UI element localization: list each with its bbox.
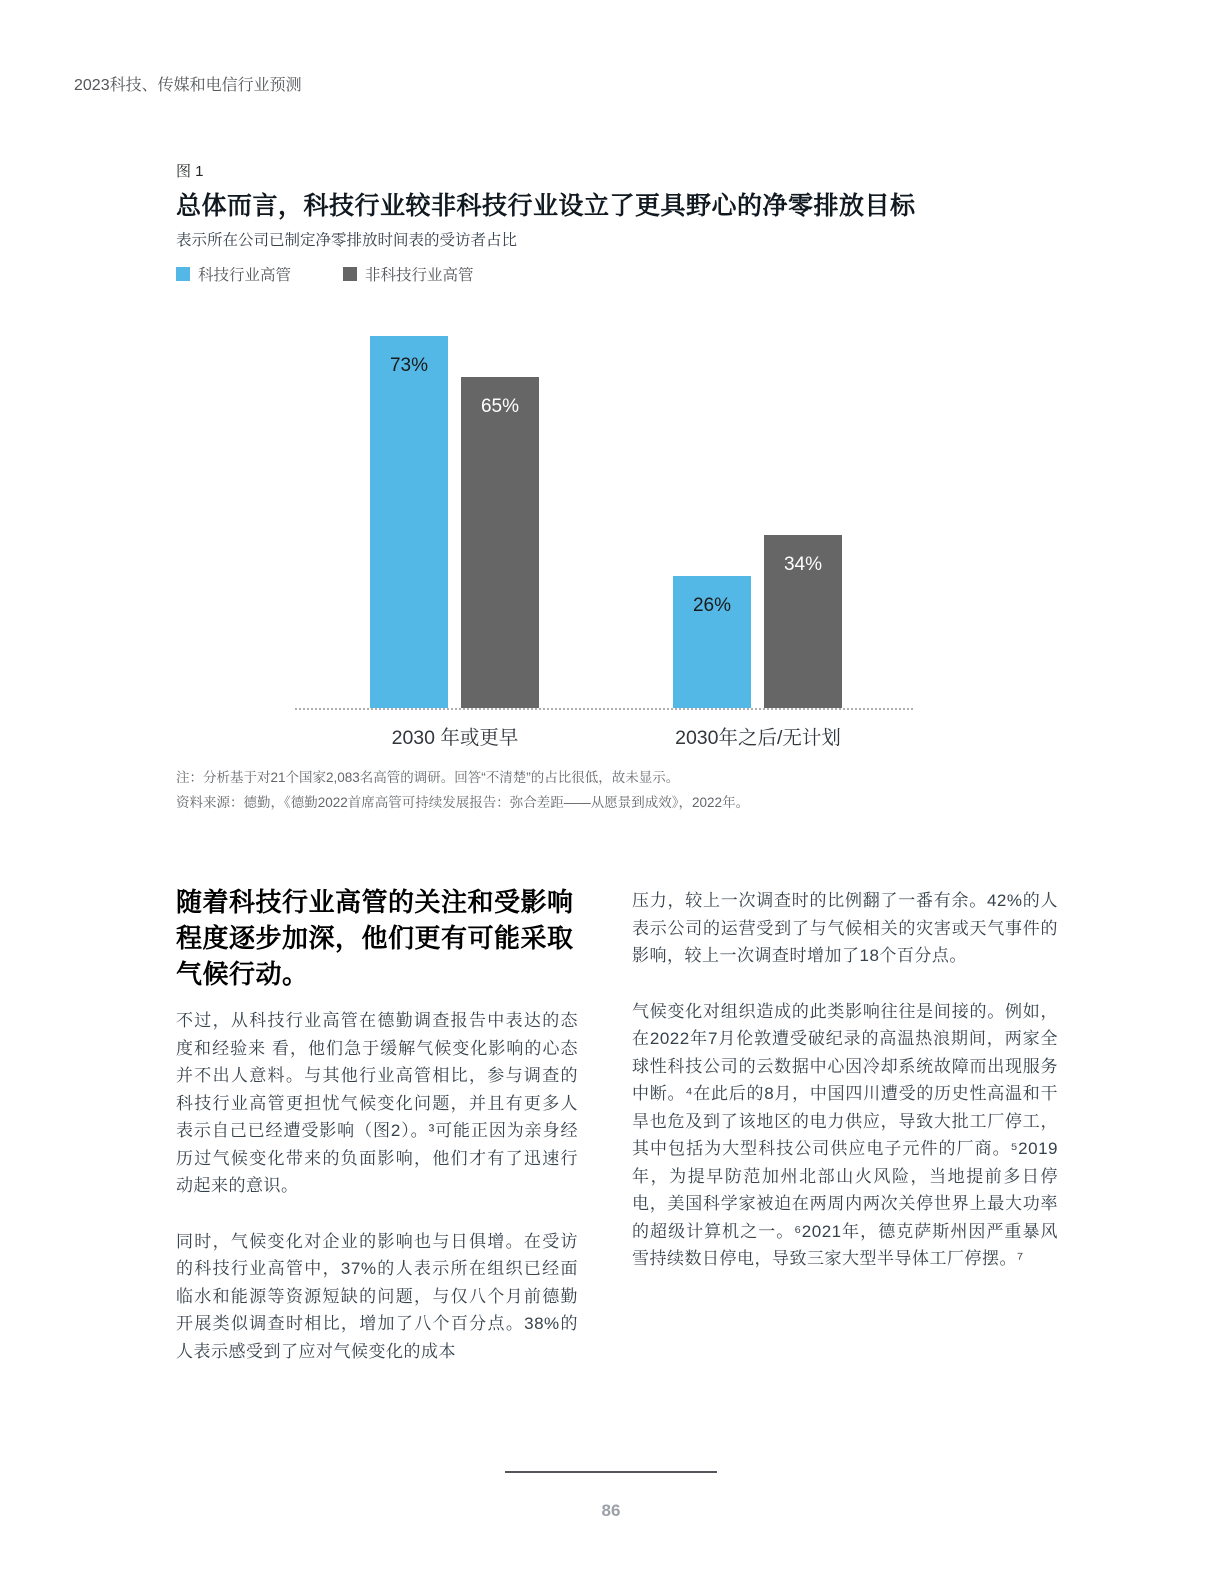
x-axis-label: 2030年之后/无计划: [675, 727, 841, 749]
page-number: 86: [601, 1501, 621, 1520]
figure-label: 图 1: [176, 163, 204, 180]
x-axis-label: 2030 年或更早: [391, 727, 519, 749]
bar-tech: [370, 336, 448, 708]
bar-value-label: 34%: [783, 554, 823, 575]
bar-nontech: [461, 377, 539, 708]
footer-divider: [505, 1471, 717, 1473]
article-heading: 随着科技行业高管的关注和受影响程度逐步加深，他们更有可能采取气候行动。: [176, 887, 574, 989]
legend-label-nontech: 非科技行业高管: [365, 267, 474, 284]
bar-plot: [295, 338, 913, 710]
article-paragraph: 气候变化对组织造成的此类影响往往是间接的。例如，在2022年7月伦敦遭受破纪录的高温热浪期间，两家全球性科技公司的云数据中心因冷却系统故障而出现服务中断。⁴在此后的8月，中国四川遭受的历史性高温和干旱也危及到了该地区的电力供应，导致大批工厂停工，其中包括为大型科技公司供应电子元件的厂商。⁵2019年，为提早防范加州北部山火风险，当地提前多日停电，美国科学家被迫在两周内两次关停世界上最大功率的超级计算机之一。⁶2021年，德克萨斯州因严重暴风雪持续数日停电，导致三家大型半导体工厂停摆。⁷: [632, 1001, 1058, 1268]
legend-item-nontech: [343, 263, 474, 285]
legend-swatch-tech-icon: [176, 267, 190, 281]
chart-legend: [176, 263, 474, 285]
figure-subtitle: 表示所在公司已制定净零排放时间表的受访者占比: [176, 232, 518, 249]
bar-value-label: 26%: [692, 595, 732, 616]
legend-item-tech: [176, 263, 291, 285]
article-column-right: [632, 884, 1058, 1365]
bar-group: [370, 336, 539, 708]
legend-label-tech: 科技行业高管: [198, 267, 292, 284]
article-paragraph: 压力，较上一次调查时的比例翻了一番有余。42%的人表示公司的运营受到了与气候相关的灾害或天气事件的影响，较上一次调查时增加了18个百分点。: [632, 891, 1058, 965]
bar-value-label: 65%: [480, 396, 520, 417]
bar-group: [673, 535, 842, 708]
article: [176, 884, 1058, 1365]
legend-swatch-nontech-icon: [343, 267, 357, 281]
figure-source: 资料来源：德勤，《德勤2022首席高管可持续发展报告：弥合差距——从愿景到成效》，2022年。: [176, 795, 750, 810]
page-header: 2023科技、传媒和电信行业预测: [74, 77, 302, 94]
x-axis-labels: [295, 712, 913, 752]
article-paragraph: 不过，从科技行业高管在德勤调查报告中表达的态度和经验来 看，他们急于缓解气候变化影响的心态并不出人意料。与其他行业高管相比，参与调查的科技行业高管更担忧气候变化问题，并且有更多人表示自己已经遭受影响（图2）。³可能正因为亲身经历过气候变化带来的负面影响，他们才有了迅速行动起来的意识。: [176, 1011, 578, 1195]
figure-title: 总体而言，科技行业较非科技行业设立了更具野心的净零排放目标: [176, 192, 916, 220]
article-column-left: [176, 884, 578, 1365]
bar-nontech: [764, 535, 842, 708]
bar-tech: [673, 576, 751, 708]
bar-value-label: 73%: [389, 355, 429, 376]
figure-note: 注：分析基于对21个国家2,083名高管的调研。回答“不清楚”的占比很低，故未显示。: [176, 770, 680, 785]
article-paragraph: 同时，气候变化对企业的影响也与日俱增。在受访的科技行业高管中，37%的人表示所在组织已经面临水和能源等资源短缺的问题，与仅八个月前德勤开展类似调查时相比，增加了八个百分点。38%的人表示感受到了应对气候变化的成本: [176, 1231, 578, 1361]
